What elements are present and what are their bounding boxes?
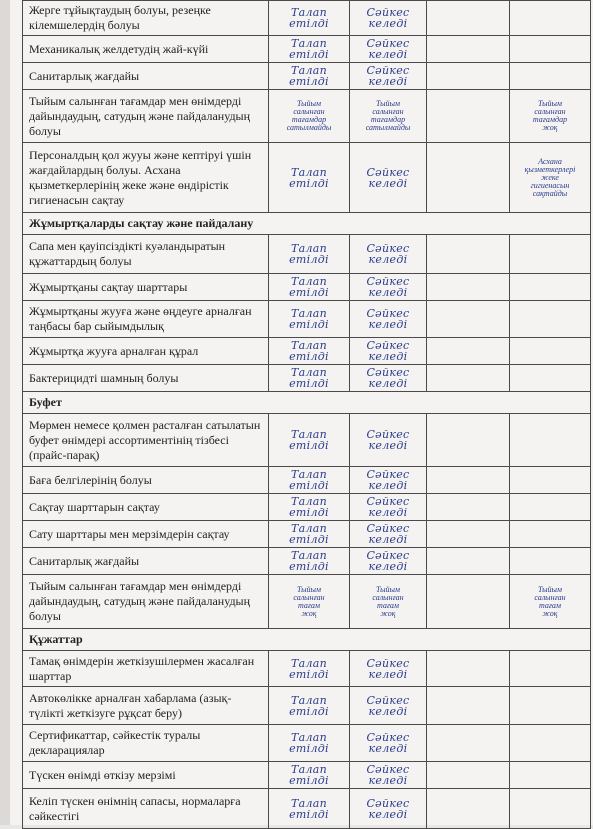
section-title: Құжаттар xyxy=(23,629,591,651)
compliance-cell xyxy=(350,235,427,274)
compliance-cell xyxy=(350,301,427,338)
handwritten-note: Сәйкес xyxy=(366,165,410,179)
requirement-label: Сақтау шарттарын сақтау xyxy=(23,494,269,521)
handwritten-note: Сәйкес xyxy=(366,693,410,707)
requirement-label: Сапа мен қауіпсіздікті куәландыратын құжаттардың болуы xyxy=(23,235,269,274)
handwritten-note: Тыйым xyxy=(375,99,401,108)
handwritten-note: етілді xyxy=(289,48,329,61)
empty-cell xyxy=(427,63,510,90)
requirement-cell xyxy=(269,63,350,90)
handwritten-note: салынған xyxy=(293,107,325,116)
remark-cell xyxy=(510,762,591,789)
handwritten-note: Сәйкес xyxy=(366,275,410,288)
compliance-cell xyxy=(350,143,427,213)
empty-cell xyxy=(427,762,510,789)
section-header-row xyxy=(23,213,591,235)
handwritten-note: Сәйкес xyxy=(366,731,410,744)
handwritten-note: келеді xyxy=(368,439,408,452)
handwritten-note: етілді xyxy=(289,318,329,331)
remark-cell xyxy=(510,365,591,392)
requirement-cell xyxy=(269,90,350,143)
table-row xyxy=(23,651,591,687)
handwritten-note: салынған xyxy=(534,592,566,602)
requirement-cell xyxy=(269,365,350,392)
table-row xyxy=(23,467,591,494)
empty-cell xyxy=(427,725,510,762)
requirement-label: Тамақ өнімдерін жеткізушілермен жасалған шарттар xyxy=(23,651,269,687)
handwritten-note: етілді xyxy=(289,439,329,452)
remark-cell xyxy=(510,1,591,36)
handwritten-note: жоқ xyxy=(542,608,558,618)
remark-cell xyxy=(510,414,591,467)
requirement-cell xyxy=(269,414,350,467)
compliance-cell xyxy=(350,467,427,494)
handwritten-note: етілді xyxy=(289,560,329,573)
handwritten-note: келеді xyxy=(368,75,408,88)
handwritten-note: Талап xyxy=(290,6,328,19)
requirement-label: Түскен өнімді өткізу мерзімі xyxy=(23,762,269,789)
handwritten-note: Сәйкес xyxy=(366,549,410,562)
table-row xyxy=(23,235,591,274)
handwritten-note: гигиенасын xyxy=(530,180,570,190)
empty-cell xyxy=(427,143,510,213)
handwritten-note: Талап xyxy=(290,242,328,255)
handwritten-note: Сәйкес xyxy=(366,495,410,508)
remark-cell xyxy=(510,651,591,687)
handwritten-note: етілді xyxy=(289,17,329,30)
requirement-label: Персоналдың қол жууы және кептіруі үшін жағдайлардың болуы. Асхана қызметкерлерінің жеке және өндірістік гигиенасын сақтау xyxy=(23,143,269,213)
handwritten-note: Талап xyxy=(290,656,328,670)
remark-cell xyxy=(510,63,591,90)
handwritten-note: етілді xyxy=(289,176,329,190)
table-row xyxy=(23,762,591,789)
remark-cell xyxy=(510,143,591,213)
handwritten-note: сатылмайды xyxy=(365,123,411,132)
handwritten-note: жеке xyxy=(541,172,559,182)
compliance-cell xyxy=(350,575,427,629)
table-row xyxy=(23,36,591,63)
handwritten-note: Сәйкес xyxy=(366,656,410,670)
table-row xyxy=(23,274,591,301)
empty-cell xyxy=(427,90,510,143)
handwritten-note: Талап xyxy=(290,366,328,379)
table-row xyxy=(23,365,591,392)
table-row xyxy=(23,687,591,725)
empty-cell xyxy=(427,365,510,392)
handwritten-note: Талап xyxy=(290,763,328,776)
empty-cell xyxy=(427,467,510,494)
handwritten-note: келеді xyxy=(368,742,408,755)
handwritten-note: етілді xyxy=(289,75,329,88)
handwritten-note: Тыйым xyxy=(296,99,322,108)
table-row xyxy=(23,1,591,36)
remark-cell xyxy=(510,494,591,521)
requirement-label: Бактерицидті шамның болуы xyxy=(23,365,269,392)
handwritten-note: етілді xyxy=(289,377,329,390)
requirement-label: Мөрмен немесе қолмен расталған сатылатын буфет өнімдері ассортиментінің тізбесі (прайс-парақ) xyxy=(23,414,269,467)
handwritten-note: тағам xyxy=(376,600,400,610)
page-edge xyxy=(0,0,10,825)
requirement-label: Санитарлық жағдайы xyxy=(23,548,269,575)
handwritten-note: Тыйым xyxy=(375,584,401,594)
handwritten-note: Талап xyxy=(290,468,328,481)
remark-cell xyxy=(510,467,591,494)
handwritten-note: келеді xyxy=(368,807,408,821)
empty-cell xyxy=(427,521,510,548)
compliance-cell xyxy=(350,36,427,63)
handwritten-note: келеді xyxy=(368,176,408,190)
handwritten-note: сақтайды xyxy=(532,188,568,198)
requirement-label: Санитарлық жағдайы xyxy=(23,63,269,90)
handwritten-note: келеді xyxy=(368,506,408,519)
handwritten-note: Талап xyxy=(290,731,328,744)
handwritten-note: Талап xyxy=(290,693,328,707)
remark-cell xyxy=(510,687,591,725)
handwritten-note: етілді xyxy=(289,350,329,363)
requirement-label: Тыйым салынған тағамдар мен өнімдерді дайындаудың, сатудың және пайдаланудың болуы xyxy=(23,575,269,629)
compliance-cell xyxy=(350,548,427,575)
handwritten-note: Талап xyxy=(290,165,328,179)
handwritten-note: келеді xyxy=(368,377,408,390)
handwritten-note: етілді xyxy=(289,774,329,787)
remark-cell xyxy=(510,36,591,63)
handwritten-note: Талап xyxy=(290,796,328,810)
requirement-label: Келіп түскен өнімнің сапасы, нормаларға сәйкестігі xyxy=(23,789,269,829)
compliance-cell xyxy=(350,90,427,143)
empty-cell xyxy=(427,548,510,575)
handwritten-note: сатылмайды xyxy=(286,123,332,132)
requirement-cell xyxy=(269,143,350,213)
empty-cell xyxy=(427,338,510,365)
requirement-cell xyxy=(269,762,350,789)
handwritten-note: тағамдар xyxy=(370,115,406,124)
handwritten-note: қызметкерлері xyxy=(524,164,576,174)
handwritten-note: Талап xyxy=(290,64,328,77)
handwritten-note: жоқ xyxy=(542,123,558,132)
handwritten-note: Сәйкес xyxy=(366,64,410,77)
requirement-cell xyxy=(269,494,350,521)
compliance-cell xyxy=(350,687,427,725)
requirement-cell xyxy=(269,301,350,338)
remark-cell xyxy=(510,338,591,365)
requirement-label: Тыйым салынған тағамдар мен өнімдерді дайындаудың, сатудың және пайдаланудың болуы xyxy=(23,90,269,143)
requirement-label: Автокөлікке арналған хабарлама (азық-түлікті жеткізуге рұқсат беру) xyxy=(23,687,269,725)
handwritten-note: Сәйкес xyxy=(366,6,410,19)
handwritten-note: келеді xyxy=(368,479,408,492)
compliance-cell xyxy=(350,338,427,365)
remark-cell xyxy=(510,301,591,338)
section-header-row xyxy=(23,392,591,414)
handwritten-note: етілді xyxy=(289,742,329,755)
handwritten-note: етілді xyxy=(289,667,329,681)
table-row xyxy=(23,301,591,338)
remark-cell xyxy=(510,725,591,762)
table-row xyxy=(23,789,591,829)
compliance-cell xyxy=(350,414,427,467)
handwritten-note: етілді xyxy=(289,704,329,718)
handwritten-note: Талап xyxy=(290,307,328,320)
requirement-cell xyxy=(269,548,350,575)
requirement-label: Сертификаттар, сәйкестік туралы декларациялар xyxy=(23,725,269,762)
empty-cell xyxy=(427,687,510,725)
handwritten-note: келеді xyxy=(368,286,408,299)
handwritten-note: етілді xyxy=(289,533,329,546)
requirement-cell xyxy=(269,687,350,725)
handwritten-note: Тыйым xyxy=(296,584,322,594)
empty-cell xyxy=(427,789,510,829)
handwritten-note: Сәйкес xyxy=(366,796,410,810)
requirement-cell xyxy=(269,338,350,365)
handwritten-note: Сәйкес xyxy=(366,307,410,320)
empty-cell xyxy=(427,235,510,274)
requirement-label: Жұмыртқаны сақтау шарттары xyxy=(23,274,269,301)
requirement-label: Механикалық желдетудің жай-күйі xyxy=(23,36,269,63)
remark-cell xyxy=(510,548,591,575)
handwritten-note: тағамдар xyxy=(532,115,568,124)
requirement-label: Жұмыртқа жууға арналған құрал xyxy=(23,338,269,365)
handwritten-note: келеді xyxy=(368,667,408,681)
handwritten-note: келеді xyxy=(368,533,408,546)
remark-cell xyxy=(510,575,591,629)
handwritten-note: жоқ xyxy=(380,608,396,618)
requirement-cell xyxy=(269,725,350,762)
remark-cell xyxy=(510,235,591,274)
table-row xyxy=(23,90,591,143)
compliance-cell xyxy=(350,651,427,687)
empty-cell xyxy=(427,1,510,36)
handwritten-note: Сәйкес xyxy=(366,366,410,379)
handwritten-note: келеді xyxy=(368,318,408,331)
handwritten-note: Сәйкес xyxy=(366,37,410,50)
compliance-cell xyxy=(350,725,427,762)
requirement-label: Жұмыртқаны жууға және өңдеуге арналған таңбасы бар сыйымдылық xyxy=(23,301,269,338)
requirement-cell xyxy=(269,521,350,548)
handwritten-note: салынған xyxy=(534,107,566,116)
handwritten-note: келеді xyxy=(368,774,408,787)
empty-cell xyxy=(427,494,510,521)
table-row xyxy=(23,338,591,365)
requirement-cell xyxy=(269,1,350,36)
handwritten-note: Сәйкес xyxy=(366,522,410,535)
handwritten-note: Талап xyxy=(290,522,328,535)
handwritten-note: Талап xyxy=(290,549,328,562)
handwritten-note: тағам xyxy=(538,600,562,610)
remark-cell xyxy=(510,90,591,143)
handwritten-note: Талап xyxy=(290,339,328,352)
section-header-row xyxy=(23,629,591,651)
compliance-cell xyxy=(350,274,427,301)
empty-cell xyxy=(427,575,510,629)
handwritten-note: келеді xyxy=(368,253,408,266)
requirement-cell xyxy=(269,651,350,687)
handwritten-note: етілді xyxy=(289,286,329,299)
remark-cell xyxy=(510,789,591,829)
handwritten-note: келеді xyxy=(368,350,408,363)
handwritten-note: тағам xyxy=(297,600,321,610)
handwritten-note: келеді xyxy=(368,17,408,30)
table-row xyxy=(23,548,591,575)
empty-cell xyxy=(427,414,510,467)
handwritten-note: салынған xyxy=(372,592,404,602)
handwritten-note: салынған xyxy=(293,592,325,602)
requirement-label: Жерге тұйықтаудың болуы, резеңке кілемшелердің болуы xyxy=(23,1,269,36)
table-row xyxy=(23,63,591,90)
handwritten-note: жоқ xyxy=(301,608,317,618)
handwritten-note: Сәйкес xyxy=(366,468,410,481)
compliance-cell xyxy=(350,494,427,521)
table-row xyxy=(23,414,591,467)
remark-cell xyxy=(510,274,591,301)
requirement-cell xyxy=(269,467,350,494)
remark-cell xyxy=(510,521,591,548)
requirement-cell xyxy=(269,36,350,63)
compliance-cell xyxy=(350,365,427,392)
handwritten-note: Тыйым xyxy=(537,99,563,108)
handwritten-note: етілді xyxy=(289,506,329,519)
handwritten-note: салынған xyxy=(372,107,404,116)
handwritten-note: Талап xyxy=(290,428,328,441)
table-row xyxy=(23,143,591,213)
compliance-cell xyxy=(350,762,427,789)
table-row xyxy=(23,521,591,548)
compliance-cell xyxy=(350,63,427,90)
section-title: Жұмыртқаларды сақтау және пайдалану xyxy=(23,213,591,235)
table-row xyxy=(23,494,591,521)
handwritten-note: етілді xyxy=(289,253,329,266)
requirement-label: Баға белгілерінің болуы xyxy=(23,467,269,494)
requirement-cell xyxy=(269,274,350,301)
section-title: Буфет xyxy=(23,392,591,414)
empty-cell xyxy=(427,274,510,301)
handwritten-note: Сәйкес xyxy=(366,763,410,776)
requirement-cell xyxy=(269,575,350,629)
requirement-label: Сату шарттары мен мерзімдерін сақтау xyxy=(23,521,269,548)
handwritten-note: Сәйкес xyxy=(366,428,410,441)
handwritten-note: тағамдар xyxy=(291,115,327,124)
handwritten-note: келеді xyxy=(368,48,408,61)
requirement-cell xyxy=(269,235,350,274)
requirement-cell xyxy=(269,789,350,829)
compliance-cell xyxy=(350,789,427,829)
compliance-cell xyxy=(350,1,427,36)
empty-cell xyxy=(427,301,510,338)
handwritten-note: Сәйкес xyxy=(366,339,410,352)
handwritten-note: етілді xyxy=(289,479,329,492)
handwritten-note: етілді xyxy=(289,807,329,821)
handwritten-note: келеді xyxy=(368,704,408,718)
checklist-table xyxy=(22,0,591,829)
empty-cell xyxy=(427,651,510,687)
handwritten-note: Асхана xyxy=(538,156,562,166)
compliance-cell xyxy=(350,521,427,548)
handwritten-note: келеді xyxy=(368,560,408,573)
table-row xyxy=(23,575,591,629)
handwritten-note: Тыйым xyxy=(537,584,563,594)
handwritten-note: Талап xyxy=(290,275,328,288)
handwritten-note: Талап xyxy=(290,37,328,50)
table-row xyxy=(23,725,591,762)
handwritten-note: Сәйкес xyxy=(366,242,410,255)
handwritten-note: Талап xyxy=(290,495,328,508)
empty-cell xyxy=(427,36,510,63)
